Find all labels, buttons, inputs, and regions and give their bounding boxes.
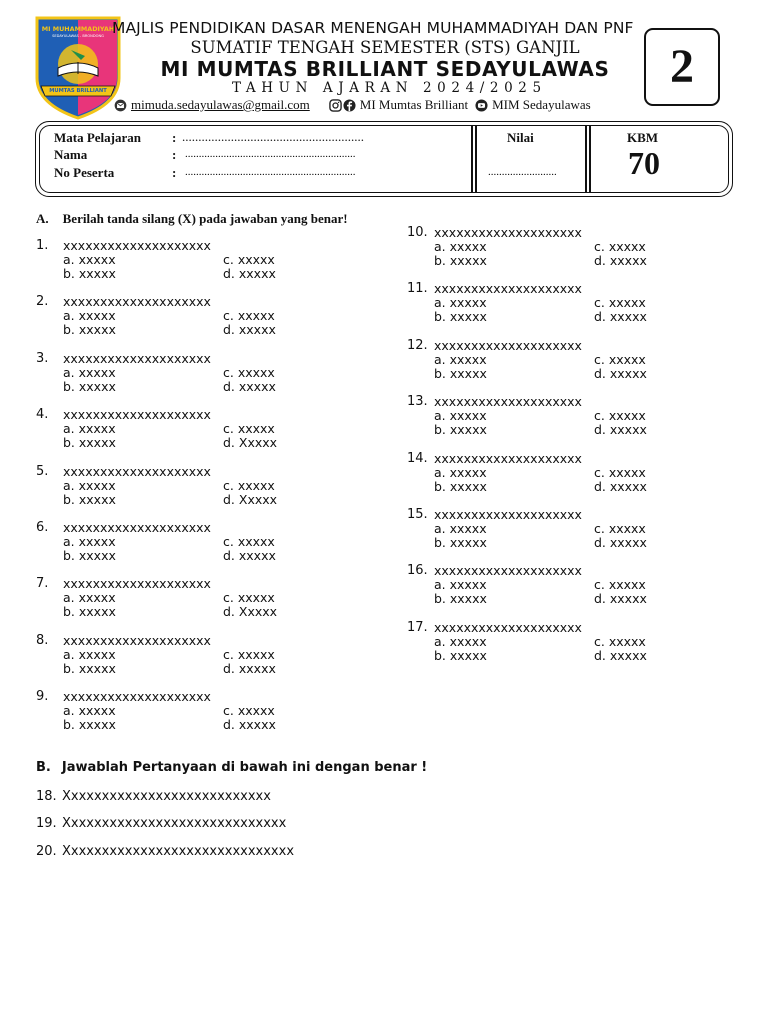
essay-text: Xxxxxxxxxxxxxxxxxxxxxxxxxxx <box>62 789 271 804</box>
option-c[interactable]: c. xxxxx <box>223 590 275 606</box>
question-item <box>36 634 356 676</box>
option-d[interactable]: d. xxxxx <box>223 322 276 338</box>
option-a[interactable]: a. xxxxx <box>63 364 116 380</box>
option-c[interactable]: c. xxxxx <box>594 464 646 480</box>
option-c[interactable]: c. xxxxx <box>594 295 646 311</box>
option-a[interactable]: a. xxxxx <box>434 408 487 424</box>
option-c[interactable]: c. xxxxx <box>594 351 646 367</box>
option-a[interactable]: a. xxxxx <box>63 646 116 662</box>
option-c[interactable]: c. xxxxx <box>594 633 646 649</box>
option-c[interactable]: c. xxxxx <box>223 646 275 662</box>
question-number: 8. <box>36 632 49 648</box>
question-number: 15. <box>407 507 428 522</box>
facebook-icon <box>343 99 356 112</box>
info-divider-1 <box>471 126 473 192</box>
option-a[interactable]: a. xxxxx <box>63 590 116 606</box>
option-c[interactable]: c. xxxxx <box>223 364 275 380</box>
section-b-header <box>36 760 427 776</box>
question-text: xxxxxxxxxxxxxxxxxxxx <box>63 238 211 253</box>
question-item <box>36 521 356 563</box>
email-link[interactable]: mimuda.sedayulawas@gmail.com <box>131 97 310 112</box>
contact-line <box>114 96 591 114</box>
option-b[interactable]: b. xxxxx <box>63 660 116 676</box>
grade-badge: 2 <box>644 28 720 106</box>
question-text: xxxxxxxxxxxxxxxxxxxx <box>434 394 582 410</box>
question-number: 16. <box>407 563 428 579</box>
question-text: xxxxxxxxxxxxxxxxxxxx <box>63 407 211 423</box>
name-label: Nama <box>54 147 88 162</box>
section-b-instruction: Jawablah Pertanyaan di bawah ini dengan benar ! <box>61 760 428 775</box>
question-item <box>36 295 356 337</box>
essay-number: 20. <box>36 844 57 859</box>
option-d[interactable]: d. Xxxxx <box>223 604 278 620</box>
option-c[interactable]: c. xxxxx <box>594 239 646 254</box>
option-b[interactable]: b. xxxxx <box>434 253 487 268</box>
option-a[interactable]: a. xxxxx <box>63 308 116 324</box>
question-item <box>407 452 727 494</box>
option-d[interactable]: d. xxxxx <box>594 422 647 438</box>
option-d[interactable]: d. xxxxx <box>594 535 647 550</box>
option-b[interactable]: b. xxxxx <box>434 365 487 381</box>
section-a-header <box>36 211 348 227</box>
question-text: xxxxxxxxxxxxxxxxxxxx <box>63 576 211 592</box>
option-b[interactable]: b. xxxxx <box>63 435 116 451</box>
option-d[interactable]: d. xxxxx <box>223 378 276 394</box>
option-b[interactable]: b. xxxxx <box>434 309 487 325</box>
option-d[interactable]: d. xxxxx <box>594 365 647 381</box>
option-b[interactable]: b. xxxxx <box>434 478 487 494</box>
option-c[interactable]: c. xxxxx <box>594 408 646 424</box>
option-a[interactable]: a. xxxxx <box>434 351 487 367</box>
option-b[interactable]: b. xxxxx <box>63 378 116 394</box>
question-text: xxxxxxxxxxxxxxxxxxxx <box>434 225 582 240</box>
option-c[interactable]: c. xxxxx <box>594 521 646 536</box>
question-item <box>36 239 356 281</box>
question-number: 10. <box>407 225 428 240</box>
instagram-icon <box>329 99 342 112</box>
option-d[interactable]: d. xxxxx <box>594 591 647 607</box>
question-item <box>407 226 727 268</box>
question-item <box>407 564 727 606</box>
option-d[interactable]: d. xxxxx <box>594 647 647 663</box>
option-a[interactable]: a. xxxxx <box>63 252 116 267</box>
email-icon <box>114 99 127 112</box>
essay-number: 18. <box>36 789 57 804</box>
option-a[interactable]: a. xxxxx <box>434 521 487 536</box>
essay-text: Xxxxxxxxxxxxxxxxxxxxxxxxxxxxxx <box>62 844 295 859</box>
option-d[interactable]: d. xxxxx <box>594 309 647 325</box>
question-item <box>407 282 727 324</box>
option-a[interactable]: a. xxxxx <box>434 239 487 254</box>
question-number: 12. <box>407 337 428 353</box>
option-a[interactable]: a. xxxxx <box>434 295 487 311</box>
option-c[interactable]: c. xxxxx <box>223 534 275 549</box>
subject-label: Mata Pelajaran <box>54 130 142 145</box>
essay-question <box>36 844 294 860</box>
question-text: xxxxxxxxxxxxxxxxxxxx <box>63 294 211 310</box>
option-d[interactable]: d. xxxxx <box>594 478 647 494</box>
question-item <box>36 408 356 450</box>
option-b[interactable]: b. xxxxx <box>434 535 487 550</box>
question-number: 4. <box>36 407 49 423</box>
option-a[interactable]: a. xxxxx <box>63 477 116 493</box>
score-label: Nilai <box>507 130 534 145</box>
logo-ribbon-text: MUMTAS BRILLIANT <box>49 88 107 94</box>
question-item <box>407 621 727 663</box>
option-d[interactable]: d. Xxxxx <box>223 435 278 451</box>
kbm-label: KBM <box>627 130 659 145</box>
option-d[interactable]: d. xxxxx <box>223 266 276 281</box>
option-a[interactable]: a. xxxxx <box>63 703 116 719</box>
option-b[interactable]: b. xxxxx <box>434 591 487 607</box>
question-item <box>407 395 727 437</box>
question-number: 13. <box>407 394 428 410</box>
option-c[interactable]: c. xxxxx <box>223 252 275 267</box>
option-b[interactable]: b. xxxxx <box>63 266 116 281</box>
question-number: 11. <box>407 281 428 297</box>
section-b-letter: B. <box>36 760 51 775</box>
option-b[interactable]: b. xxxxx <box>63 548 116 563</box>
essay-question <box>36 789 271 805</box>
social-facebook-name[interactable]: MI Mumtas Brilliant <box>359 97 469 112</box>
option-c[interactable]: c. xxxxx <box>223 477 275 493</box>
header-exam-title: SUMATIF TENGAH SEMESTER (STS) GANJIL <box>190 38 580 57</box>
header-council-title: MAJLIS PENDIDIKAN DASAR MENENGAH MUHAMMADIYAH DAN PNF <box>112 19 634 37</box>
option-a[interactable]: a. xxxxx <box>434 464 487 480</box>
name-field[interactable]: .............................................................. <box>185 148 356 160</box>
option-d[interactable]: d. xxxxx <box>223 660 276 676</box>
question-text: xxxxxxxxxxxxxxxxxxxx <box>63 350 211 366</box>
option-a[interactable]: a. xxxxx <box>434 577 487 593</box>
question-text: xxxxxxxxxxxxxxxxxxxx <box>434 281 582 297</box>
participant-number-label: No Peserta <box>54 165 115 180</box>
question-text: xxxxxxxxxxxxxxxxxxxx <box>434 619 582 635</box>
option-a[interactable]: a. xxxxx <box>63 534 116 549</box>
option-d[interactable]: d. Xxxxx <box>223 491 278 507</box>
info-divider-3 <box>585 126 587 192</box>
name-colon: : <box>172 147 177 162</box>
question-number: 2. <box>36 294 49 310</box>
question-text: xxxxxxxxxxxxxxxxxxxx <box>63 520 211 535</box>
participant-number-colon: : <box>172 165 177 180</box>
question-number: 9. <box>36 689 49 705</box>
score-field[interactable]: ......................... <box>488 166 557 178</box>
school-logo <box>33 16 123 120</box>
option-a[interactable]: a. xxxxx <box>63 421 116 437</box>
question-text: xxxxxxxxxxxxxxxxxxxx <box>63 463 211 479</box>
question-number: 1. <box>36 238 49 253</box>
question-item <box>36 352 356 394</box>
option-a[interactable]: a. xxxxx <box>434 633 487 649</box>
logo-sub-text: SEDAYULAWAS - BRONDONG <box>52 34 104 38</box>
question-item <box>36 465 356 507</box>
option-c[interactable]: c. xxxxx <box>223 421 275 437</box>
question-number: 6. <box>36 520 49 535</box>
question-item <box>36 577 356 619</box>
header-school-name: MI MUMTAS BRILLIANT SEDAYULAWAS <box>160 57 610 81</box>
logo-top-text: MI MUHAMMADIYAH <box>41 25 115 33</box>
section-a-instruction: Berilah tanda silang (X) pada jawaban yang benar! <box>62 211 348 226</box>
option-d[interactable]: d. xxxxx <box>594 253 647 268</box>
option-d[interactable]: d. xxxxx <box>223 548 276 563</box>
question-item <box>36 690 356 732</box>
kbm-value: 70 <box>628 145 660 181</box>
option-c[interactable]: c. xxxxx <box>223 308 275 324</box>
option-b[interactable]: b. xxxxx <box>434 422 487 438</box>
option-c[interactable]: c. xxxxx <box>223 703 275 719</box>
question-text: xxxxxxxxxxxxxxxxxxxx <box>63 689 211 705</box>
question-number: 5. <box>36 463 49 479</box>
option-b[interactable]: b. xxxxx <box>63 604 116 620</box>
student-info-box <box>39 125 729 193</box>
option-d[interactable]: d. xxxxx <box>223 717 276 733</box>
social-youtube-name[interactable]: MIM Sedayulawas <box>492 97 591 112</box>
question-text: xxxxxxxxxxxxxxxxxxxx <box>434 337 582 353</box>
section-a-letter: A. <box>36 211 49 226</box>
option-b[interactable]: b. xxxxx <box>434 647 487 663</box>
essay-question <box>36 816 286 832</box>
subject-field[interactable]: ........................................................ <box>182 129 364 144</box>
question-text: xxxxxxxxxxxxxxxxxxxx <box>434 563 582 579</box>
subject-colon: : <box>172 130 177 145</box>
question-item <box>407 508 727 550</box>
header-academic-year: TAHUN AJARAN 2024/2025 <box>232 80 547 96</box>
question-text: xxxxxxxxxxxxxxxxxxxx <box>63 632 211 648</box>
question-text: xxxxxxxxxxxxxxxxxxxx <box>434 507 582 522</box>
question-number: 7. <box>36 576 49 592</box>
info-divider-2 <box>475 126 477 192</box>
question-text: xxxxxxxxxxxxxxxxxxxx <box>434 450 582 466</box>
essay-text: Xxxxxxxxxxxxxxxxxxxxxxxxxxxxx <box>62 816 287 831</box>
info-divider-4 <box>589 126 591 192</box>
question-number: 14. <box>407 450 428 466</box>
essay-number: 19. <box>36 816 57 831</box>
option-b[interactable]: b. xxxxx <box>63 717 116 733</box>
option-c[interactable]: c. xxxxx <box>594 577 646 593</box>
youtube-icon <box>475 99 488 112</box>
question-number: 17. <box>407 619 428 635</box>
question-item <box>407 339 727 381</box>
option-b[interactable]: b. xxxxx <box>63 491 116 507</box>
question-number: 3. <box>36 350 49 366</box>
option-b[interactable]: b. xxxxx <box>63 322 116 338</box>
participant-number-field[interactable]: .............................................................. <box>185 166 356 178</box>
